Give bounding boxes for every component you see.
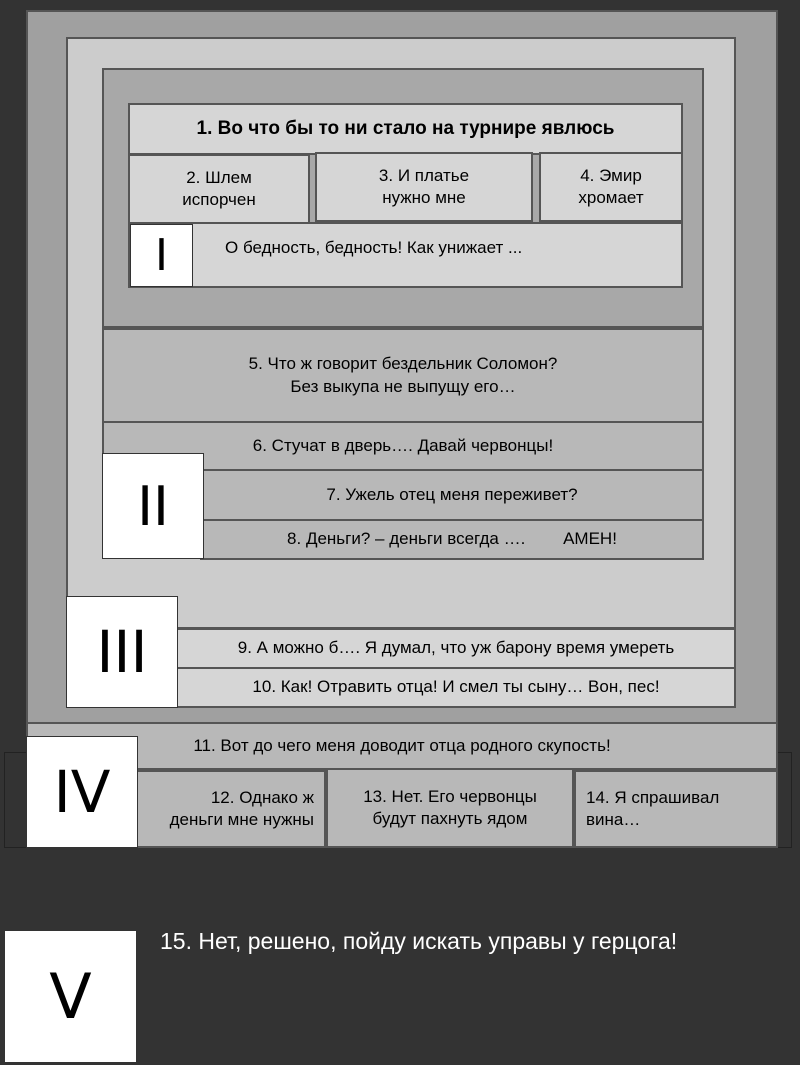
item-8: 8. Деньги? – деньги всегда …. АМЕН!: [200, 519, 704, 560]
item-i-summary: О бедность, бедность! Как унижает ...: [128, 222, 683, 288]
item-1-title: 1. Во что бы то ни стало на турнире явлюсь: [128, 103, 683, 155]
roman-numeral-iii: III: [66, 596, 178, 708]
item-10: 10. Как! Отравить отца! И смел ты сыну… Вон, пес!: [176, 667, 736, 708]
item-9: 9. А можно б…. Я думал, что уж барону время умереть: [176, 628, 736, 669]
roman-numeral-i: I: [130, 224, 193, 287]
roman-numeral-iv: IV: [26, 736, 138, 848]
item-15: 15. Нет, решено, пойду искать управы у герцога!: [160, 928, 678, 954]
item-6: 6. Стучат в дверь…. Давай червонцы!: [102, 421, 704, 471]
item-2: 2. Шлем испорчен: [128, 154, 310, 224]
item-12: 12. Однако ж деньги мне нужны: [136, 770, 326, 848]
item-3: 3. И платье нужно мне: [315, 152, 533, 222]
item-14: 14. Я спрашивал вина…: [574, 770, 778, 848]
item-7: 7. Ужель отец меня переживет?: [200, 469, 704, 521]
item-13: 13. Нет. Его червонцы будут пахнуть ядом: [326, 768, 574, 848]
item-4: 4. Эмир хромает: [539, 152, 683, 222]
roman-numeral-ii: II: [102, 453, 204, 559]
roman-numeral-v: V: [4, 930, 137, 1063]
item-5: 5. Что ж говорит бездельник Соломон? Без выкупа не выпущу его…: [102, 328, 704, 423]
item-11: 11. Вот до чего меня доводит отца родного скупость!: [26, 722, 778, 770]
